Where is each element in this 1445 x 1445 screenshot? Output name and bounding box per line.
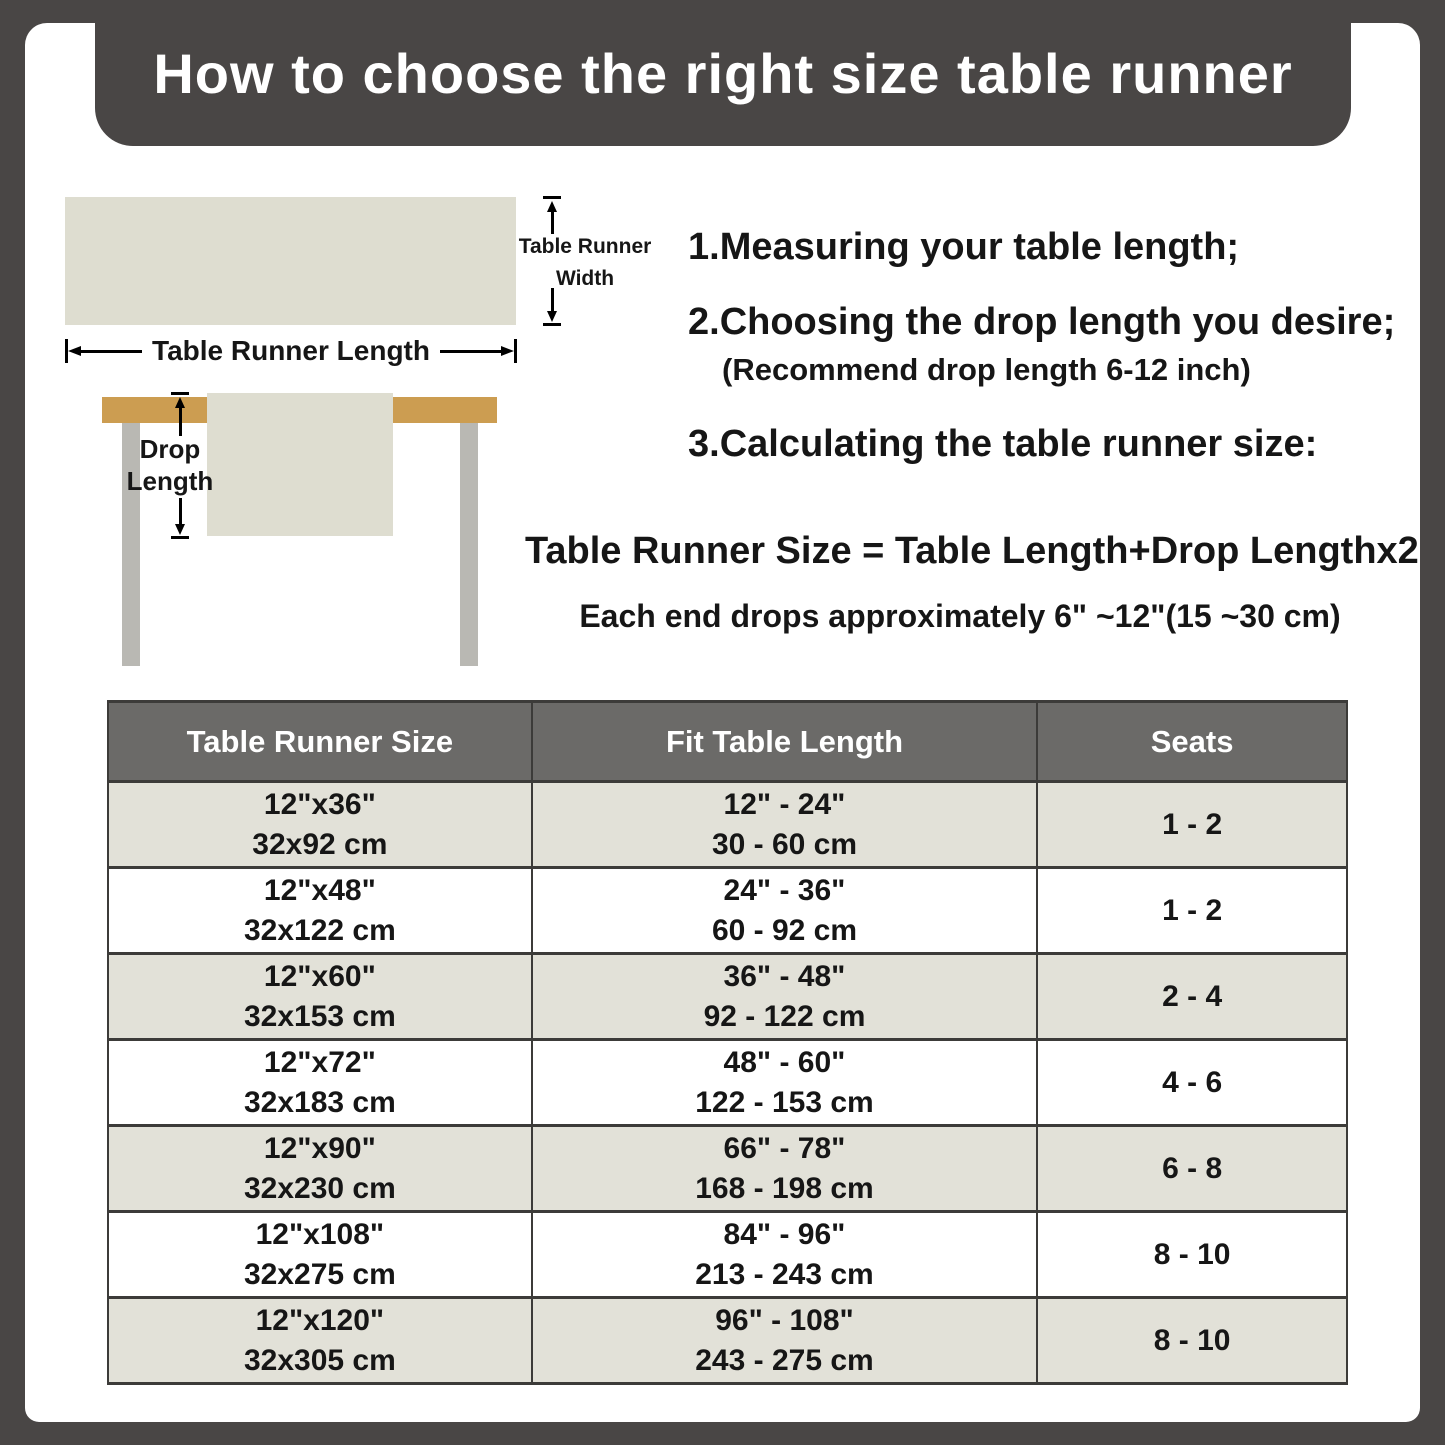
width-dim-bottom-line <box>551 288 554 312</box>
size-formula: Table Runner Size = Table Length+Drop Lengthx2 <box>525 530 1419 572</box>
size-cell <box>108 1212 532 1298</box>
step-1: 1.Measuring your table length; <box>688 226 1240 268</box>
table-runner-illustration <box>65 197 516 325</box>
width-label-line1: Table Runner <box>518 235 652 258</box>
title-banner <box>95 0 1351 146</box>
size-inch: 12"x60" <box>263 959 376 993</box>
size-inch: 12"x72" <box>263 1045 376 1079</box>
hanging-runner-illustration <box>207 393 393 536</box>
seats-cell: 8 - 10 <box>1037 1298 1347 1384</box>
length-dim-right-line <box>440 350 501 353</box>
length-dim-right-cap <box>514 339 517 363</box>
col-header-fit-length: Fit Table Length <box>532 702 1038 782</box>
fit-cm: 60 - 92 cm <box>711 913 858 947</box>
width-dim-top-cap <box>543 196 561 199</box>
page-title: How to choose the right size table runner <box>153 41 1293 105</box>
table-row <box>108 1126 1347 1212</box>
size-cm: 32x275 cm <box>243 1257 396 1291</box>
fit-inch: 36" - 48" <box>723 959 846 993</box>
step-2-note: (Recommend drop length 6-12 inch) <box>722 352 1251 387</box>
size-cm: 32x305 cm <box>243 1343 396 1377</box>
fit-cell <box>532 1298 1038 1384</box>
seats-cell: 8 - 10 <box>1037 1212 1347 1298</box>
table-row <box>108 1298 1347 1384</box>
seats-cell: 1 - 2 <box>1037 868 1347 954</box>
table-row <box>108 1040 1347 1126</box>
size-inch: 12"x108" <box>255 1217 385 1251</box>
size-cm: 32x183 cm <box>243 1085 396 1119</box>
size-cell <box>108 1126 532 1212</box>
step-3: 3.Calculating the table runner size: <box>688 423 1318 465</box>
length-dimension <box>65 337 517 365</box>
length-dim-left-line <box>81 350 142 353</box>
fit-cell <box>532 868 1038 954</box>
fit-cell <box>532 1212 1038 1298</box>
size-formula-note: Each end drops approximately 6" ~12"(15 ~30 cm) <box>579 598 1341 634</box>
size-inch: 12"x48" <box>263 873 376 907</box>
seats-cell: 4 - 6 <box>1037 1040 1347 1126</box>
fit-cm: 92 - 122 cm <box>703 999 866 1033</box>
fit-inch: 24" - 36" <box>723 873 846 907</box>
size-cell <box>108 1298 532 1384</box>
drop-dim-bottom-line <box>179 498 182 526</box>
fit-inch: 48" - 60" <box>723 1045 846 1079</box>
col-header-runner-size: Table Runner Size <box>108 702 532 782</box>
table-leg-right <box>460 423 478 666</box>
drop-dim-top-cap <box>171 392 189 395</box>
drop-dim-top-line <box>179 406 182 436</box>
size-cm: 32x153 cm <box>243 999 396 1033</box>
length-dim-left-arrow-icon <box>68 346 81 356</box>
size-cell <box>108 954 532 1040</box>
header-row <box>108 702 1347 782</box>
fit-cell <box>532 1040 1038 1126</box>
size-cell <box>108 782 532 868</box>
seats-cell: 1 - 2 <box>1037 782 1347 868</box>
drop-dim-bottom-cap <box>171 536 189 539</box>
width-label-line2: Width <box>555 267 615 290</box>
seats-cell: 6 - 8 <box>1037 1126 1347 1212</box>
fit-cm: 213 - 243 cm <box>695 1257 874 1291</box>
fit-cm: 168 - 198 cm <box>695 1171 874 1205</box>
fit-cm: 122 - 153 cm <box>695 1085 874 1119</box>
fit-inch: 96" - 108" <box>715 1303 854 1337</box>
col-header-seats: Seats <box>1037 702 1347 782</box>
size-cm: 32x92 cm <box>252 827 388 861</box>
size-inch: 12"x90" <box>263 1131 376 1165</box>
table-row <box>108 954 1347 1040</box>
size-inch: 12"x120" <box>255 1303 385 1337</box>
fit-cell <box>532 954 1038 1040</box>
fit-cell <box>532 782 1038 868</box>
fit-inch: 84" - 96" <box>723 1217 846 1251</box>
drop-label-line2: Length <box>126 466 214 496</box>
fit-inch: 12" - 24" <box>723 787 846 821</box>
size-inch: 12"x36" <box>263 787 376 821</box>
seats-cell: 2 - 4 <box>1037 954 1347 1040</box>
size-chart-table <box>107 700 1348 1385</box>
fit-cm: 243 - 275 cm <box>695 1343 874 1377</box>
fit-inch: 66" - 78" <box>723 1131 846 1165</box>
size-cm: 32x230 cm <box>243 1171 396 1205</box>
length-dim-right-arrow-icon <box>501 346 514 356</box>
width-dim-bottom-cap <box>543 323 561 326</box>
length-label: Table Runner Length <box>152 335 430 366</box>
drop-dim-down-arrow-icon <box>175 524 185 535</box>
drop-label-line1: Drop <box>139 434 201 464</box>
size-cell <box>108 1040 532 1126</box>
fit-cm: 30 - 60 cm <box>711 827 858 861</box>
fit-cell <box>532 1126 1038 1212</box>
table-row <box>108 868 1347 954</box>
width-dim-down-arrow-icon <box>547 311 557 322</box>
width-dim-top-line <box>551 210 554 234</box>
table-row <box>108 782 1347 868</box>
size-cell <box>108 868 532 954</box>
size-cm: 32x122 cm <box>243 913 396 947</box>
step-2: 2.Choosing the drop length you desire; <box>688 301 1396 343</box>
table-row <box>108 1212 1347 1298</box>
